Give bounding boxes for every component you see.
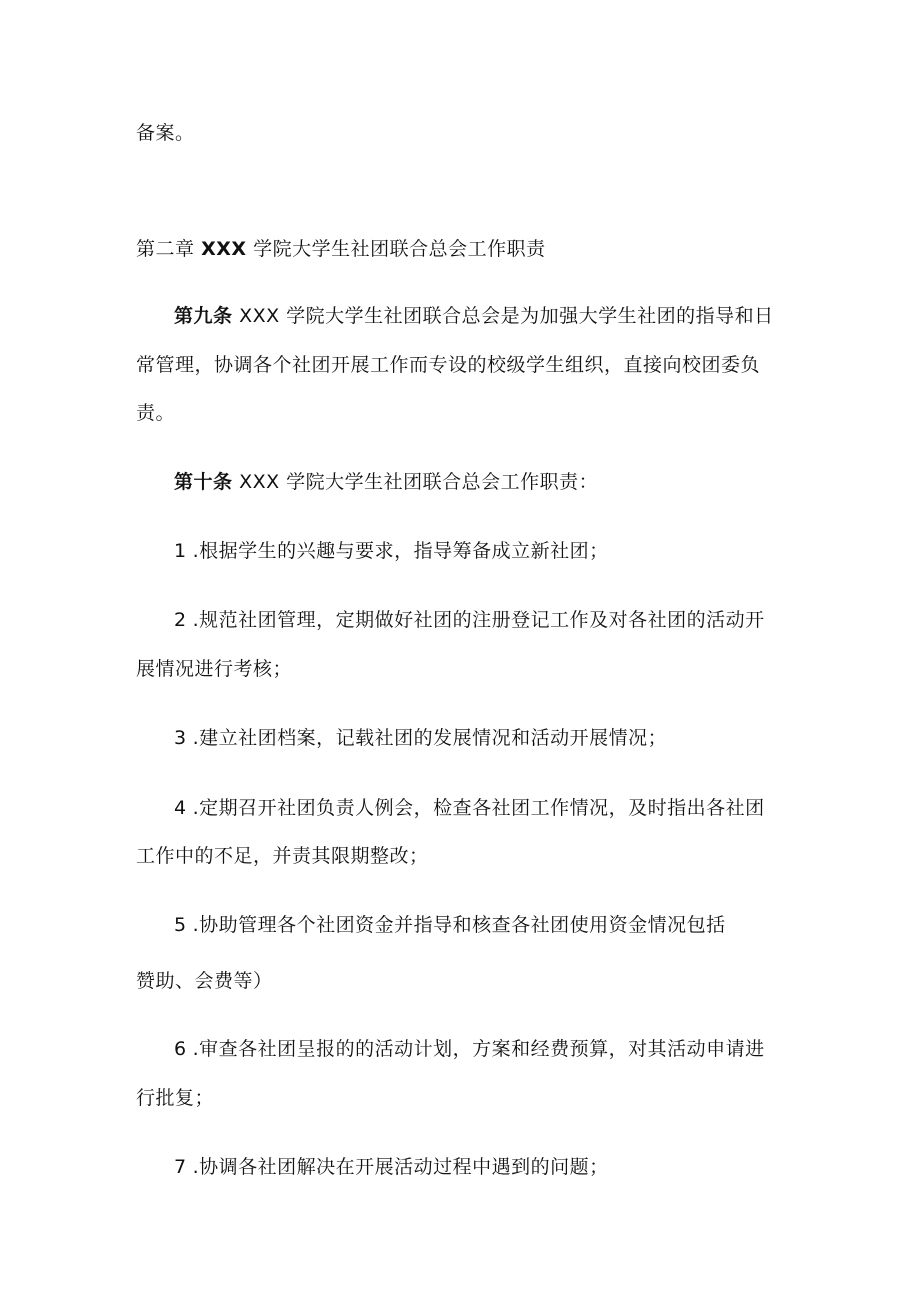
list-item-4-number: 4 bbox=[174, 797, 187, 819]
list-item-6-number: 6 bbox=[174, 1038, 187, 1060]
article-10-line bbox=[174, 469, 598, 495]
list-item-2-cont bbox=[136, 656, 292, 682]
chapter-heading bbox=[136, 236, 546, 262]
list-item-7 bbox=[174, 1154, 609, 1180]
list-item-1 bbox=[174, 538, 609, 564]
list-item-2 bbox=[174, 607, 765, 633]
list-item-1-number: 1 bbox=[174, 540, 187, 562]
article-9-text-1: XXX 学院大学生社团联合总会是为加强大学生社团的指导和日 bbox=[239, 305, 774, 327]
list-item-6-text-cont: 行批复； bbox=[136, 1087, 215, 1109]
list-item-3 bbox=[174, 725, 667, 751]
list-item-4-cont bbox=[136, 843, 429, 869]
list-item-4-text-cont: 工作中的不足，并责其限期整改； bbox=[136, 845, 429, 867]
list-item-4 bbox=[174, 795, 765, 821]
list-item-2-number: 2 bbox=[174, 609, 187, 631]
chapter-title: 学院大学生社团联合总会工作职责 bbox=[253, 238, 546, 260]
list-item-1-text: .根据学生的兴趣与要求，指导筹备成立新社团； bbox=[192, 540, 609, 562]
list-item-2-text-cont: 展情况进行考核； bbox=[136, 658, 293, 680]
list-item-5 bbox=[174, 912, 726, 938]
list-item-5-text-cont: 赞助、会费等） bbox=[136, 970, 273, 992]
list-item-7-text: .协调各社团解决在开展活动过程中遇到的问题； bbox=[192, 1156, 609, 1178]
chapter-number: 第二章 bbox=[136, 238, 195, 260]
list-item-2-text: .规范社团管理，定期做好社团的注册登记工作及对各社团的活动开 bbox=[192, 609, 765, 631]
article-9-text-3: 责。 bbox=[136, 402, 176, 424]
list-item-5-text: .协助管理各个社团资金并指导和核查各社团使用资金情况包括 bbox=[192, 914, 726, 936]
list-item-6-cont bbox=[136, 1085, 214, 1111]
article-10-text: XXX 学院大学生社团联合总会工作职责： bbox=[239, 471, 599, 493]
text-beian: 备案。 bbox=[136, 122, 195, 144]
article-10-label: 第十条 bbox=[174, 471, 233, 493]
list-item-5-cont bbox=[136, 968, 273, 994]
list-item-6 bbox=[174, 1036, 765, 1062]
article-9-label: 第九条 bbox=[174, 305, 233, 327]
article-9-line-3 bbox=[136, 400, 175, 426]
article-9-text-2: 常管理，协调各个社团开展工作而专设的校级学生组织，直接向校团委负 bbox=[136, 354, 761, 376]
list-item-3-number: 3 bbox=[174, 727, 187, 749]
chapter-org-placeholder: XXX bbox=[201, 238, 247, 260]
list-item-7-number: 7 bbox=[174, 1156, 187, 1178]
paragraph-line bbox=[136, 120, 195, 146]
article-9-line-1 bbox=[174, 303, 774, 329]
list-item-4-text: .定期召开社团负责人例会，检查各社团工作情况，及时指出各社团 bbox=[192, 797, 765, 819]
list-item-6-text: .审查各社团呈报的的活动计划，方案和经费预算，对其活动申请进 bbox=[192, 1038, 765, 1060]
list-item-3-text: .建立社团档案，记载社团的发展情况和活动开展情况； bbox=[192, 727, 668, 749]
article-9-line-2 bbox=[136, 352, 760, 378]
list-item-5-number: 5 bbox=[174, 914, 187, 936]
